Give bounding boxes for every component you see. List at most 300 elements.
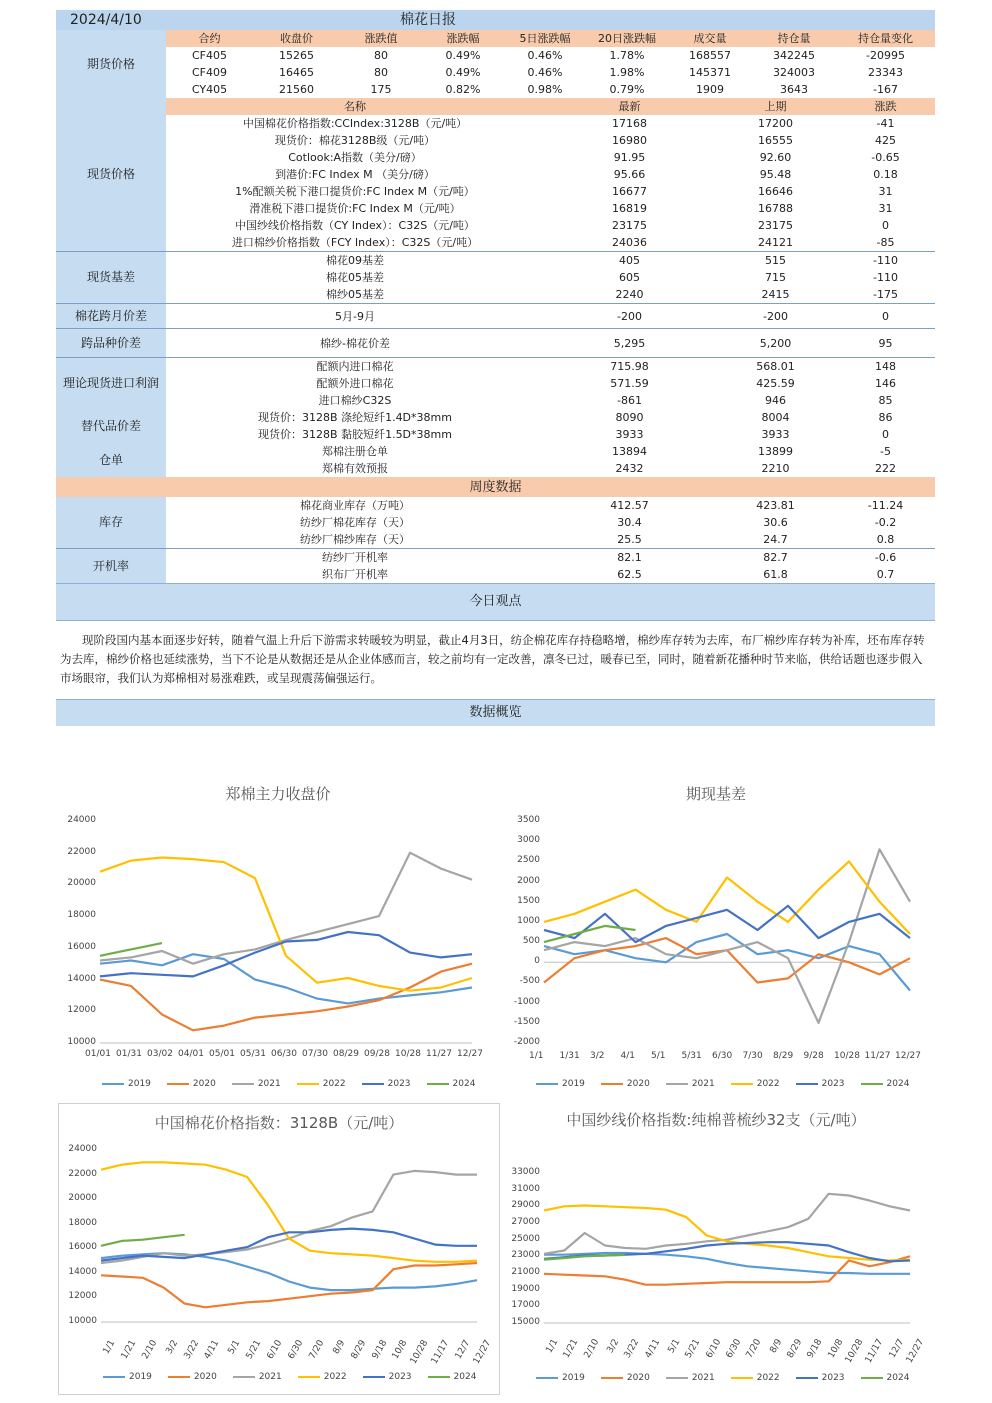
cell: -41 bbox=[876, 117, 895, 130]
report-date: 2024/4/10 bbox=[70, 12, 142, 28]
cell: 中国纱线价格指数（CY Index）：C32S（元/吨） bbox=[235, 219, 475, 232]
cell: 0.46% bbox=[527, 66, 563, 79]
table-row bbox=[56, 375, 935, 392]
import-profit-section-label: 理论现货进口利润 bbox=[56, 358, 166, 410]
x-tick-label: 11/27 bbox=[426, 1049, 452, 1059]
chart-plot-area bbox=[544, 1173, 910, 1323]
cell: 3643 bbox=[780, 83, 808, 96]
x-tick-label: 10/8 bbox=[826, 1337, 845, 1361]
chart-legend bbox=[536, 1079, 925, 1089]
y-tick-label: 27000 bbox=[511, 1217, 540, 1227]
cell: 425.59 bbox=[756, 377, 795, 390]
cell: 5月-9月 bbox=[166, 304, 544, 329]
x-tick-label: 10/28 bbox=[409, 1338, 431, 1366]
cell: 82.7 bbox=[715, 549, 836, 567]
cell: -167 bbox=[873, 83, 898, 96]
legend-item bbox=[297, 1079, 346, 1089]
legend-label: 2019 bbox=[562, 1079, 585, 1089]
futures-col-header: 5日涨跌幅 bbox=[504, 30, 586, 47]
col-header-name: 名称 bbox=[344, 100, 366, 113]
legend-label: 2024 bbox=[453, 1372, 477, 1382]
legend-item bbox=[796, 1373, 845, 1383]
x-tick-label: 5/21 bbox=[683, 1337, 703, 1361]
cell: 95 bbox=[836, 329, 935, 358]
cell: 30.6 bbox=[763, 516, 788, 529]
table-row bbox=[56, 392, 935, 409]
legend-item bbox=[796, 1079, 845, 1089]
overview-title: 数据概览 bbox=[56, 699, 935, 726]
cell: 425 bbox=[875, 134, 896, 147]
cell: 715 bbox=[765, 271, 786, 284]
cell: 16555 bbox=[758, 134, 793, 147]
x-tick-label: 4/1 bbox=[620, 1051, 635, 1061]
x-tick-label: 06/30 bbox=[271, 1049, 297, 1059]
y-tick-label: 22000 bbox=[67, 846, 96, 857]
cross-section-label: 跨品种价差 bbox=[56, 329, 166, 358]
y-tick-label: 0 bbox=[534, 956, 540, 967]
cell: 16646 bbox=[758, 185, 793, 198]
legend-label: 2023 bbox=[821, 1373, 845, 1383]
table-row bbox=[56, 514, 935, 531]
y-tick-label: 21000 bbox=[511, 1267, 540, 1277]
cell: 30.4 bbox=[617, 516, 642, 529]
cell: 95.48 bbox=[759, 168, 792, 181]
cell: 13899 bbox=[758, 445, 793, 458]
series-line-2021 bbox=[101, 1171, 477, 1263]
table-row bbox=[56, 234, 935, 252]
cell: 82.1 bbox=[544, 549, 715, 567]
x-tick-label: 1/1 bbox=[529, 1051, 544, 1061]
futures-col-header: 涨跌值 bbox=[340, 30, 422, 47]
cell: -0.6 bbox=[836, 549, 935, 567]
series-line-2022 bbox=[100, 858, 472, 991]
x-tick-label: 10/8 bbox=[390, 1338, 410, 1362]
x-tick-label: 01/01 bbox=[85, 1049, 111, 1059]
x-tick-label: 5/31 bbox=[681, 1051, 702, 1061]
x-tick-label: 11/27 bbox=[864, 1051, 891, 1061]
y-tick-label: 10000 bbox=[67, 1037, 96, 1047]
y-tick-label: 12000 bbox=[68, 1291, 97, 1302]
x-tick-label: 8/29 bbox=[773, 1051, 794, 1061]
x-tick-label: 6/10 bbox=[265, 1338, 285, 1362]
cell: 5,295 bbox=[544, 329, 715, 358]
cell: 23343 bbox=[868, 66, 903, 79]
legend-item bbox=[428, 1372, 477, 1382]
legend-label: 2019 bbox=[128, 1079, 151, 1089]
col-header-change: 涨跌 bbox=[874, 100, 897, 113]
x-tick-label: 1/1 bbox=[544, 1337, 561, 1356]
legend-swatch bbox=[232, 1083, 254, 1085]
cell: 423.81 bbox=[756, 499, 795, 512]
legend-swatch bbox=[796, 1083, 818, 1085]
y-tick-label: 16000 bbox=[68, 1242, 97, 1253]
chart-title: 期现基差 bbox=[685, 785, 746, 803]
x-tick-label: 12/7 bbox=[453, 1338, 473, 1362]
x-tick-label: 12/27 bbox=[457, 1049, 483, 1059]
table-row bbox=[56, 304, 935, 329]
legend-swatch bbox=[168, 1376, 190, 1378]
cell: 滑准税下港口提货价:FC Index M（元/吨） bbox=[249, 202, 461, 215]
cell: 2210 bbox=[761, 462, 790, 475]
y-tick-label: 2500 bbox=[517, 855, 540, 866]
y-tick-label: 3500 bbox=[517, 815, 540, 825]
legend-swatch bbox=[666, 1377, 688, 1379]
table-row bbox=[56, 443, 935, 460]
y-tick-label: 12000 bbox=[67, 1005, 96, 1016]
x-tick-label: 2/10 bbox=[582, 1337, 601, 1361]
y-tick-label: 16000 bbox=[67, 941, 96, 952]
futures-col-header: 持仓量变化 bbox=[836, 30, 935, 47]
cell: 80 bbox=[374, 66, 388, 79]
cell: 棉花09基差 bbox=[166, 252, 544, 270]
y-tick-label: -1000 bbox=[513, 996, 540, 1007]
cell: 571.59 bbox=[610, 377, 649, 390]
cell: -175 bbox=[873, 288, 898, 301]
table-row bbox=[56, 409, 935, 426]
legend-swatch bbox=[297, 1083, 319, 1085]
cell: 进口棉纱C32S bbox=[318, 394, 392, 407]
cell: 23175 bbox=[758, 219, 793, 232]
table-row bbox=[56, 358, 935, 376]
y-tick-label: 10000 bbox=[68, 1316, 97, 1326]
legend-item bbox=[861, 1373, 910, 1383]
legend-label: 2024 bbox=[452, 1079, 476, 1089]
cell: 0 bbox=[882, 428, 889, 441]
cell: 0 bbox=[836, 304, 935, 329]
x-tick-label: 7/20 bbox=[744, 1337, 764, 1361]
y-tick-label: 1000 bbox=[517, 915, 540, 926]
cell: 25.5 bbox=[617, 533, 642, 546]
x-tick-label: 9/18 bbox=[805, 1337, 825, 1361]
cell: 5,200 bbox=[715, 329, 836, 358]
x-tick-label: 05/31 bbox=[240, 1049, 266, 1059]
cell: 0.98% bbox=[527, 83, 563, 96]
futures-col-header: 收盘价 bbox=[253, 30, 340, 47]
x-tick-label: 4/11 bbox=[202, 1338, 222, 1362]
cell: 95.66 bbox=[613, 168, 646, 181]
cell: 8004 bbox=[761, 411, 790, 424]
legend-swatch bbox=[102, 1083, 124, 1085]
x-tick-label: 12/27 bbox=[471, 1338, 494, 1366]
cell: 17200 bbox=[758, 117, 793, 130]
y-tick-label: 14000 bbox=[67, 973, 96, 984]
x-tick-label: 8/9 bbox=[768, 1337, 784, 1356]
cell: 17168 bbox=[612, 117, 647, 130]
report-table bbox=[56, 10, 935, 726]
table-row bbox=[56, 566, 935, 583]
cell: 168557 bbox=[689, 49, 731, 62]
legend-label: 2019 bbox=[129, 1372, 152, 1382]
cell: 郑棉注册仓单 bbox=[322, 445, 388, 458]
x-tick-label: 6/30 bbox=[724, 1337, 744, 1361]
x-tick-label: 6/30 bbox=[712, 1051, 733, 1061]
legend-swatch bbox=[363, 1376, 385, 1378]
cell: 515 bbox=[715, 252, 836, 270]
cell: 91.95 bbox=[613, 151, 646, 164]
cell: 0.49% bbox=[445, 49, 481, 62]
cell: 15265 bbox=[279, 49, 314, 62]
x-tick-label: 12/27 bbox=[895, 1051, 921, 1061]
cell: CF405 bbox=[191, 49, 227, 62]
legend-swatch bbox=[731, 1377, 753, 1379]
cell: 946 bbox=[765, 394, 786, 407]
legend-label: 2022 bbox=[323, 1372, 347, 1382]
legend-item bbox=[232, 1079, 281, 1089]
cell: 棉纱-棉花价差 bbox=[166, 329, 544, 358]
cell: -11.24 bbox=[867, 499, 904, 512]
cell: 0.7 bbox=[876, 568, 895, 581]
y-tick-label: 24000 bbox=[68, 1144, 97, 1154]
y-tick-label: -1500 bbox=[513, 1016, 540, 1027]
table-row bbox=[56, 497, 935, 514]
table-row bbox=[56, 286, 935, 304]
cell: 715.98 bbox=[544, 358, 715, 376]
cell: 31 bbox=[878, 185, 893, 198]
table-row bbox=[56, 115, 935, 132]
table-row bbox=[56, 47, 935, 64]
legend-swatch bbox=[861, 1377, 883, 1379]
y-tick-label: 18000 bbox=[67, 910, 96, 921]
cell: 配额内进口棉花 bbox=[166, 358, 544, 376]
cell: 棉纱05基差 bbox=[326, 288, 384, 301]
y-tick-label: 14000 bbox=[68, 1266, 97, 1277]
cell: 到港价:FC Index M （美分/磅） bbox=[275, 168, 435, 181]
cell: 纺纱厂棉花库存（天） bbox=[300, 516, 410, 529]
cell: 1.78% bbox=[609, 49, 645, 62]
legend-swatch bbox=[427, 1083, 449, 1085]
operating-section-label: 开机率 bbox=[56, 549, 166, 584]
legend-swatch bbox=[796, 1377, 818, 1379]
cell: 85 bbox=[878, 394, 893, 407]
futures-col-header: 20日涨跌幅 bbox=[586, 30, 668, 47]
legend-swatch bbox=[536, 1083, 558, 1085]
legend-label: 2024 bbox=[886, 1079, 910, 1089]
cell: 郑棉有效预报 bbox=[322, 462, 388, 475]
table-row bbox=[56, 81, 935, 98]
table-row bbox=[56, 64, 935, 81]
x-tick-label: 04/01 bbox=[178, 1049, 204, 1059]
y-tick-label: 15000 bbox=[511, 1317, 540, 1327]
cell: 568.01 bbox=[715, 358, 836, 376]
y-tick-label: 22000 bbox=[68, 1168, 97, 1179]
legend-label: 2020 bbox=[193, 1372, 217, 1382]
x-tick-label: 8/29 bbox=[349, 1338, 368, 1362]
chart-plot-area bbox=[544, 821, 910, 1043]
legend-item bbox=[601, 1079, 650, 1089]
table-row bbox=[56, 460, 935, 477]
x-tick-label: 1/21 bbox=[561, 1337, 581, 1361]
legend-label: 2019 bbox=[562, 1373, 585, 1383]
legend-label: 2024 bbox=[886, 1373, 910, 1383]
x-tick-label: 10/28 bbox=[834, 1051, 860, 1061]
y-tick-label: 500 bbox=[522, 936, 540, 947]
report-title: 棉花日报 bbox=[400, 12, 456, 28]
cell: 86 bbox=[878, 411, 893, 424]
chart-plot-area bbox=[100, 821, 472, 1043]
legend-item bbox=[601, 1373, 650, 1383]
cell: 棉花商业库存（万吨） bbox=[300, 499, 410, 512]
legend-label: 2023 bbox=[387, 1079, 411, 1089]
y-tick-label: -500 bbox=[519, 976, 540, 987]
series-line-2020 bbox=[544, 1256, 910, 1284]
x-tick-label: 12/27 bbox=[904, 1337, 927, 1365]
x-tick-label: 1/31 bbox=[559, 1051, 580, 1061]
cell: -0.65 bbox=[871, 151, 900, 164]
chart-cotton-index bbox=[58, 1103, 500, 1395]
chart-plot-area bbox=[101, 1150, 477, 1322]
x-tick-label: 10/28 bbox=[395, 1049, 421, 1059]
x-tick-label: 6/10 bbox=[704, 1337, 723, 1361]
table-row bbox=[56, 166, 935, 183]
legend-item bbox=[536, 1079, 585, 1089]
legend-swatch bbox=[298, 1376, 320, 1378]
y-tick-label: 20000 bbox=[68, 1193, 97, 1204]
x-tick-label: 5/21 bbox=[244, 1338, 264, 1362]
cell: 23175 bbox=[612, 219, 647, 232]
legend-label: 2023 bbox=[821, 1079, 845, 1089]
legend-swatch bbox=[428, 1376, 450, 1378]
chart-basis bbox=[500, 777, 932, 1097]
chart-zce-main-close bbox=[58, 777, 498, 1097]
legend-label: 2022 bbox=[756, 1373, 780, 1383]
cell: 现货价：棉花3128B级（元/吨） bbox=[274, 134, 436, 147]
table-row bbox=[56, 132, 935, 149]
cell: 0.82% bbox=[445, 83, 481, 96]
x-tick-label: 8/29 bbox=[785, 1337, 805, 1361]
series-line-2020 bbox=[101, 1263, 477, 1307]
substitute-section-label: 替代品价差 bbox=[56, 409, 166, 443]
x-tick-label: 3/22 bbox=[622, 1337, 642, 1361]
x-tick-label: 5/1 bbox=[651, 1051, 666, 1061]
view-text: 现阶段国内基本面逐步好转，随着气温上升后下游需求转暖较为明显，截止4月3日，纺企棉花库存持稳略增，棉纱库存转为去库，布厂棉纱库存转为补库，坯布库存转为去库，棉纱价格也延续涨势，当下不论是从数据还是从企业体感而言，较之前均有一定改善，凛冬已过，暖春已至，同时，随着新花播种时节来临，供给话题也逐步假入市场眼帘，我们认为郑棉相对易涨难跌，或呈现震荡偏强运行。 bbox=[60, 633, 925, 685]
futures-col-header: 涨跌幅 bbox=[422, 30, 504, 47]
legend-swatch bbox=[861, 1083, 883, 1085]
table-row bbox=[56, 149, 935, 166]
cell: 配额外进口棉花 bbox=[316, 377, 394, 390]
cell: 324003 bbox=[773, 66, 815, 79]
y-tick-label: -2000 bbox=[513, 1037, 540, 1047]
x-tick-label: 12/7 bbox=[887, 1337, 906, 1361]
col-header-prev: 上期 bbox=[764, 100, 787, 113]
cell: 现货价：3128B 黏胶短纤1.5D*38mm bbox=[258, 428, 452, 441]
x-tick-label: 3/2 bbox=[605, 1337, 622, 1356]
cell: 222 bbox=[875, 462, 896, 475]
cell: -0.2 bbox=[874, 516, 897, 529]
legend-item bbox=[731, 1079, 780, 1089]
series-line-2024 bbox=[101, 1235, 185, 1246]
cell: 织布厂开机率 bbox=[322, 568, 388, 581]
cell: -200 bbox=[715, 304, 836, 329]
view-title: 今日观点 bbox=[56, 583, 935, 621]
legend-swatch bbox=[233, 1376, 255, 1378]
warehouse-section-label: 仓单 bbox=[56, 443, 166, 477]
cell: 31 bbox=[878, 202, 893, 215]
series-line-2021 bbox=[544, 849, 910, 1023]
x-tick-label: 3/2 bbox=[590, 1051, 605, 1061]
legend-label: 2021 bbox=[691, 1373, 715, 1383]
legend-label: 2021 bbox=[258, 1372, 282, 1382]
table-row bbox=[56, 426, 935, 443]
legend-swatch bbox=[601, 1377, 623, 1379]
col-header-latest: 最新 bbox=[618, 100, 641, 113]
x-tick-label: 2/10 bbox=[140, 1338, 160, 1362]
cell: 61.8 bbox=[763, 568, 788, 581]
x-tick-label: 05/01 bbox=[209, 1049, 235, 1059]
legend-item bbox=[536, 1373, 585, 1383]
table-row bbox=[56, 200, 935, 217]
cell: 24.7 bbox=[763, 533, 788, 546]
cell: 605 bbox=[619, 271, 640, 284]
series-line-2021 bbox=[100, 853, 472, 964]
y-tick-label: 1500 bbox=[517, 895, 540, 906]
legend-item bbox=[102, 1079, 151, 1089]
cell: -5 bbox=[880, 445, 891, 458]
cell: 16819 bbox=[612, 202, 647, 215]
legend-item bbox=[103, 1372, 152, 1382]
legend-label: 2023 bbox=[388, 1372, 412, 1382]
cell: 0.79% bbox=[609, 83, 645, 96]
x-tick-label: 01/31 bbox=[116, 1049, 142, 1059]
cell: Cotlook:A指数（美分/磅） bbox=[288, 151, 422, 164]
cell: 16465 bbox=[279, 66, 314, 79]
y-tick-label: 24000 bbox=[67, 815, 96, 825]
cell: 21560 bbox=[279, 83, 314, 96]
x-tick-label: 08/29 bbox=[333, 1049, 359, 1059]
cell: 3933 bbox=[761, 428, 790, 441]
cell: 80 bbox=[374, 49, 388, 62]
table-row bbox=[56, 531, 935, 549]
x-tick-label: 10/28 bbox=[843, 1337, 866, 1365]
chart-legend bbox=[102, 1079, 491, 1089]
cell: 412.57 bbox=[610, 499, 649, 512]
cell: 175 bbox=[370, 83, 392, 96]
series-line-2019 bbox=[100, 954, 472, 1003]
cell: 92.60 bbox=[759, 151, 792, 164]
cell: 2432 bbox=[615, 462, 644, 475]
cell: -20995 bbox=[866, 49, 905, 62]
y-tick-label: 18000 bbox=[68, 1217, 97, 1228]
legend-swatch bbox=[103, 1376, 125, 1378]
legend-item bbox=[362, 1079, 411, 1089]
y-tick-label: 31000 bbox=[511, 1183, 540, 1194]
cell: 0.8 bbox=[876, 533, 895, 546]
x-tick-label: 09/28 bbox=[364, 1049, 390, 1059]
cell: 1909 bbox=[696, 83, 724, 96]
cell: 148 bbox=[836, 358, 935, 376]
legend-swatch bbox=[167, 1083, 189, 1085]
y-tick-label: 33000 bbox=[511, 1167, 540, 1177]
y-tick-label: 23000 bbox=[511, 1250, 540, 1261]
x-tick-label: 1/1 bbox=[101, 1338, 118, 1357]
futures-section-label: 期货价格 bbox=[56, 30, 166, 98]
chart-legend bbox=[536, 1373, 925, 1383]
legend-label: 2022 bbox=[322, 1079, 346, 1089]
x-tick-label: 3/22 bbox=[182, 1338, 201, 1362]
x-tick-label: 4/11 bbox=[643, 1337, 662, 1361]
x-tick-label: 5/1 bbox=[666, 1337, 683, 1356]
table-row bbox=[56, 183, 935, 200]
y-tick-label: 17000 bbox=[511, 1300, 540, 1311]
chart-title: 中国纱线价格指数:纯棉普梳纱32支（元/吨） bbox=[566, 1111, 866, 1129]
cell: 0.18 bbox=[873, 168, 898, 181]
legend-label: 2020 bbox=[626, 1079, 650, 1089]
inventory-section-label: 库存 bbox=[56, 497, 166, 549]
x-tick-label: 7/30 bbox=[742, 1051, 763, 1061]
cell: 62.5 bbox=[617, 568, 642, 581]
weekly-title: 周度数据 bbox=[469, 479, 522, 495]
legend-item bbox=[666, 1373, 715, 1383]
cell: 1.98% bbox=[609, 66, 645, 79]
